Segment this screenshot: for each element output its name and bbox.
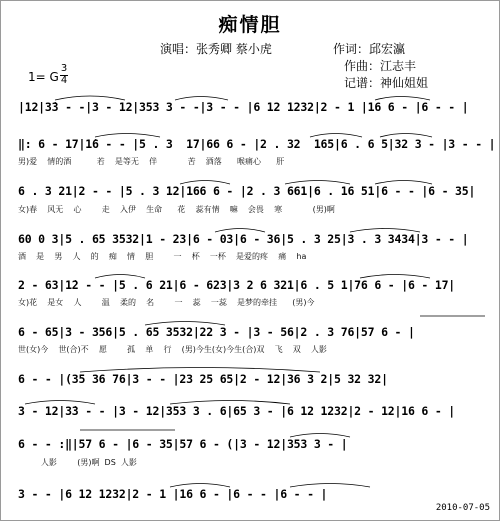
transcriber-label: 记谱：神仙姐姐 [344, 76, 429, 90]
time-signature-bottom: 4 [60, 75, 68, 86]
notation-notes: 6 - - :‖|57 6 - |6 - 35|57 6 - (|3 - 12|353 3 - | [18, 437, 348, 451]
lyricist-label: 作词：邱宏瀛 [333, 42, 406, 56]
notation-lyrics: 男)爱 情的酒 若 是等无 伴 苦 酒落 喉痛心 肝 [18, 157, 285, 166]
date-stamp: 2010-07-05 [435, 503, 490, 513]
notation-notes: 3 - - |6 12 1232|2 - 1 |16 6 - |6 - - |6 - - | [18, 487, 328, 501]
notation-lyrics: 酒 是 男 人 的 痴 情 胆 一 杯 一杯 是爱的疼 痛 ha [18, 252, 307, 261]
composer-label: 作曲：江志丰 [344, 59, 417, 73]
notation-notes: |12|3̇3 - -|3 - 12|353 3 - -|3 - - |6 12 1232|2 - 1 |16 6 - |6 - - | [18, 100, 469, 114]
time-signature [60, 64, 68, 86]
page-title: 痴情胆 [218, 14, 282, 36]
notation-notes: ‖: 6 - 17|1̇6 - - |5 . 3 17|66 6 - |2 . 32 165|6 . 6 5|32 3 - |3 - - | [18, 137, 496, 151]
notation-notes: 6 . 3 21|2 - - |5 . 3 12|166 6 - |2 . 3 661|6 . 16 51|6 - - |6 - 35| [18, 184, 476, 198]
notation-notes: 6 - 65|3 - 356|5 . 65 3532|22 3 - |3 - 56|2 . 3 76|57 6 - | [18, 325, 415, 339]
notation-lyrics: 女)花 是女 人 温 柔的 名 一 蕊 一蕊 是梦的牵挂 (男)今 [18, 298, 315, 307]
singers-label: 演唱：张秀卿 蔡小虎 [160, 42, 272, 56]
notation-notes: 3 - 12|3̇3 - - |3 - 12|353 3 . 6|65 3 - |6 12 1232|2 - 12|16 6 - | [18, 404, 456, 418]
notation-lyrics: 女)春 风无 心 走 入伊 生命 花 蕊有情 嘛 会畏 寒 (男)啊 [18, 205, 335, 214]
key-signature: 1= G [28, 70, 59, 84]
notation-notes: 2 - 63|1̇2 - - |5 . 6 21|6 - 623|3 2 6 321|6 . 5 1|76 6 - |6 - 17| [18, 278, 456, 292]
notation-lyrics: 人影 (男)啊 DS 人影 [18, 458, 137, 467]
notation-notes: 60 0 3|5 . 65 3532|1 - 23|6 - 03|6 - 36|5 . 3 25|3 . 3 3434|3 - - | [18, 232, 469, 246]
notation-lyrics: 世(女)今 世(合)不 愿 孤 单 行 (男)今生(女)今生(合)双 飞 双 人影 [18, 345, 327, 354]
notation-notes: 6 - - |(35 36 76|3 - - |23 25 65|2 - 12|36 3 2|5 32 32| [18, 372, 388, 386]
time-signature-top: 3 [60, 63, 68, 74]
